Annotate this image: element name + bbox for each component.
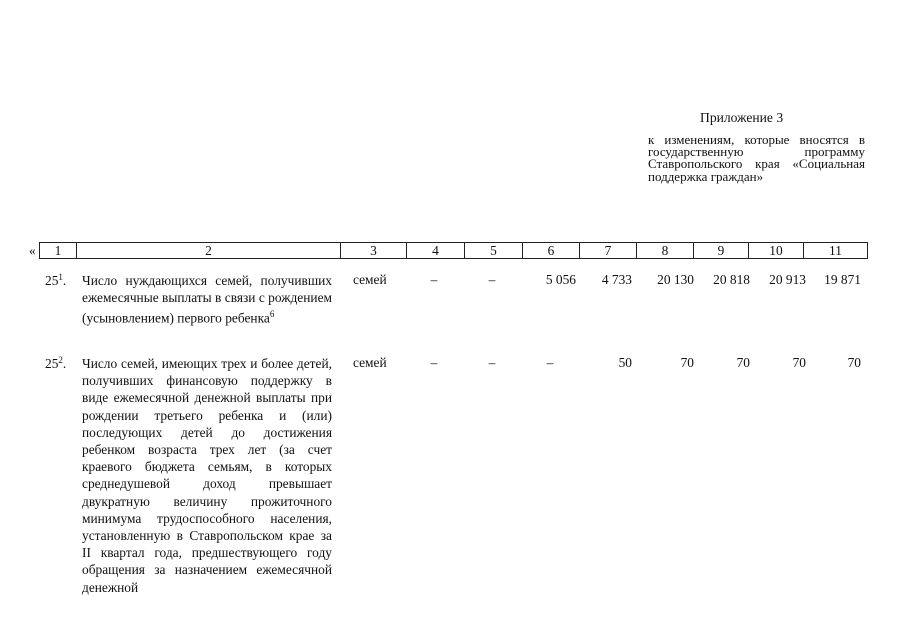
row-description: Число семей, имеющих трех и более детей, получивших финансовую поддержку в виде ежемесячной денежной выплаты при рождении третьего ребенка и (или) последующих детей до достижения ребенком возраста трех лет (за счет краевого бюджета семьям, в которых среднедушевой доход превышает двукратную величину прожиточного минимума трудоспособного населения, установленную в Ставропольском крае за II квартал года, предшествующего году обращения за назначением ежемесячной денежной bbox=[82, 356, 332, 595]
header-col-8: 8 bbox=[637, 243, 694, 259]
value-col-5: – bbox=[488, 355, 496, 370]
value-col-4: – bbox=[430, 355, 438, 370]
value-col-11: 70 bbox=[847, 355, 861, 370]
value-col-10: 20 913 bbox=[769, 272, 806, 287]
value-col-7: 50 bbox=[618, 355, 632, 370]
value-col-9: 20 818 bbox=[713, 272, 750, 287]
value-col-11: 19 871 bbox=[824, 272, 861, 287]
value-col-6: – bbox=[546, 355, 554, 370]
row-description bbox=[82, 272, 332, 327]
row-number-suffix: . bbox=[62, 273, 67, 288]
header-col-2: 2 bbox=[77, 243, 341, 259]
row-number bbox=[45, 355, 66, 372]
value-col-10: 70 bbox=[792, 355, 806, 370]
header-col-10: 10 bbox=[749, 243, 804, 259]
row-number bbox=[45, 272, 66, 289]
table-header bbox=[39, 242, 868, 259]
header-col-7: 7 bbox=[580, 243, 637, 259]
header-col-6: 6 bbox=[523, 243, 580, 259]
value-col-7: 4 733 bbox=[601, 272, 632, 287]
footnote-mark: 6 bbox=[269, 309, 275, 320]
value-col-8: 70 bbox=[680, 355, 694, 370]
header-col-3: 3 bbox=[341, 243, 407, 259]
row-number-main: 25 bbox=[45, 356, 59, 371]
row-unit: семей bbox=[353, 355, 387, 370]
row-number-sup: 1 bbox=[58, 272, 63, 282]
appendix-title: Приложение 3 bbox=[700, 110, 784, 125]
value-col-6: 5 056 bbox=[545, 272, 576, 287]
open-quote-mark: « bbox=[29, 243, 36, 258]
value-col-9: 70 bbox=[736, 355, 750, 370]
row-unit: семей bbox=[353, 272, 387, 287]
row-number-sup: 2 bbox=[58, 355, 63, 365]
row-number-suffix: . bbox=[62, 356, 67, 371]
appendix-text: к изменениям, которые вносятся в государственную программу Ставропольского края «Социальная поддержка граждан» bbox=[648, 132, 865, 184]
header-col-11: 11 bbox=[804, 243, 868, 259]
value-col-8: 20 130 bbox=[657, 272, 694, 287]
header-col-5: 5 bbox=[465, 243, 523, 259]
header-row bbox=[40, 243, 868, 259]
header-col-4: 4 bbox=[407, 243, 465, 259]
header-col-9: 9 bbox=[694, 243, 749, 259]
row-number-main: 25 bbox=[45, 273, 59, 288]
value-col-4: – bbox=[430, 272, 438, 287]
row-description-text: Число нуждающихся семей, получивших ежемесячные выплаты в связи с рождением (усыновлением) первого ребенка bbox=[82, 273, 332, 326]
value-col-5: – bbox=[488, 272, 496, 287]
header-col-1: 1 bbox=[40, 243, 77, 259]
